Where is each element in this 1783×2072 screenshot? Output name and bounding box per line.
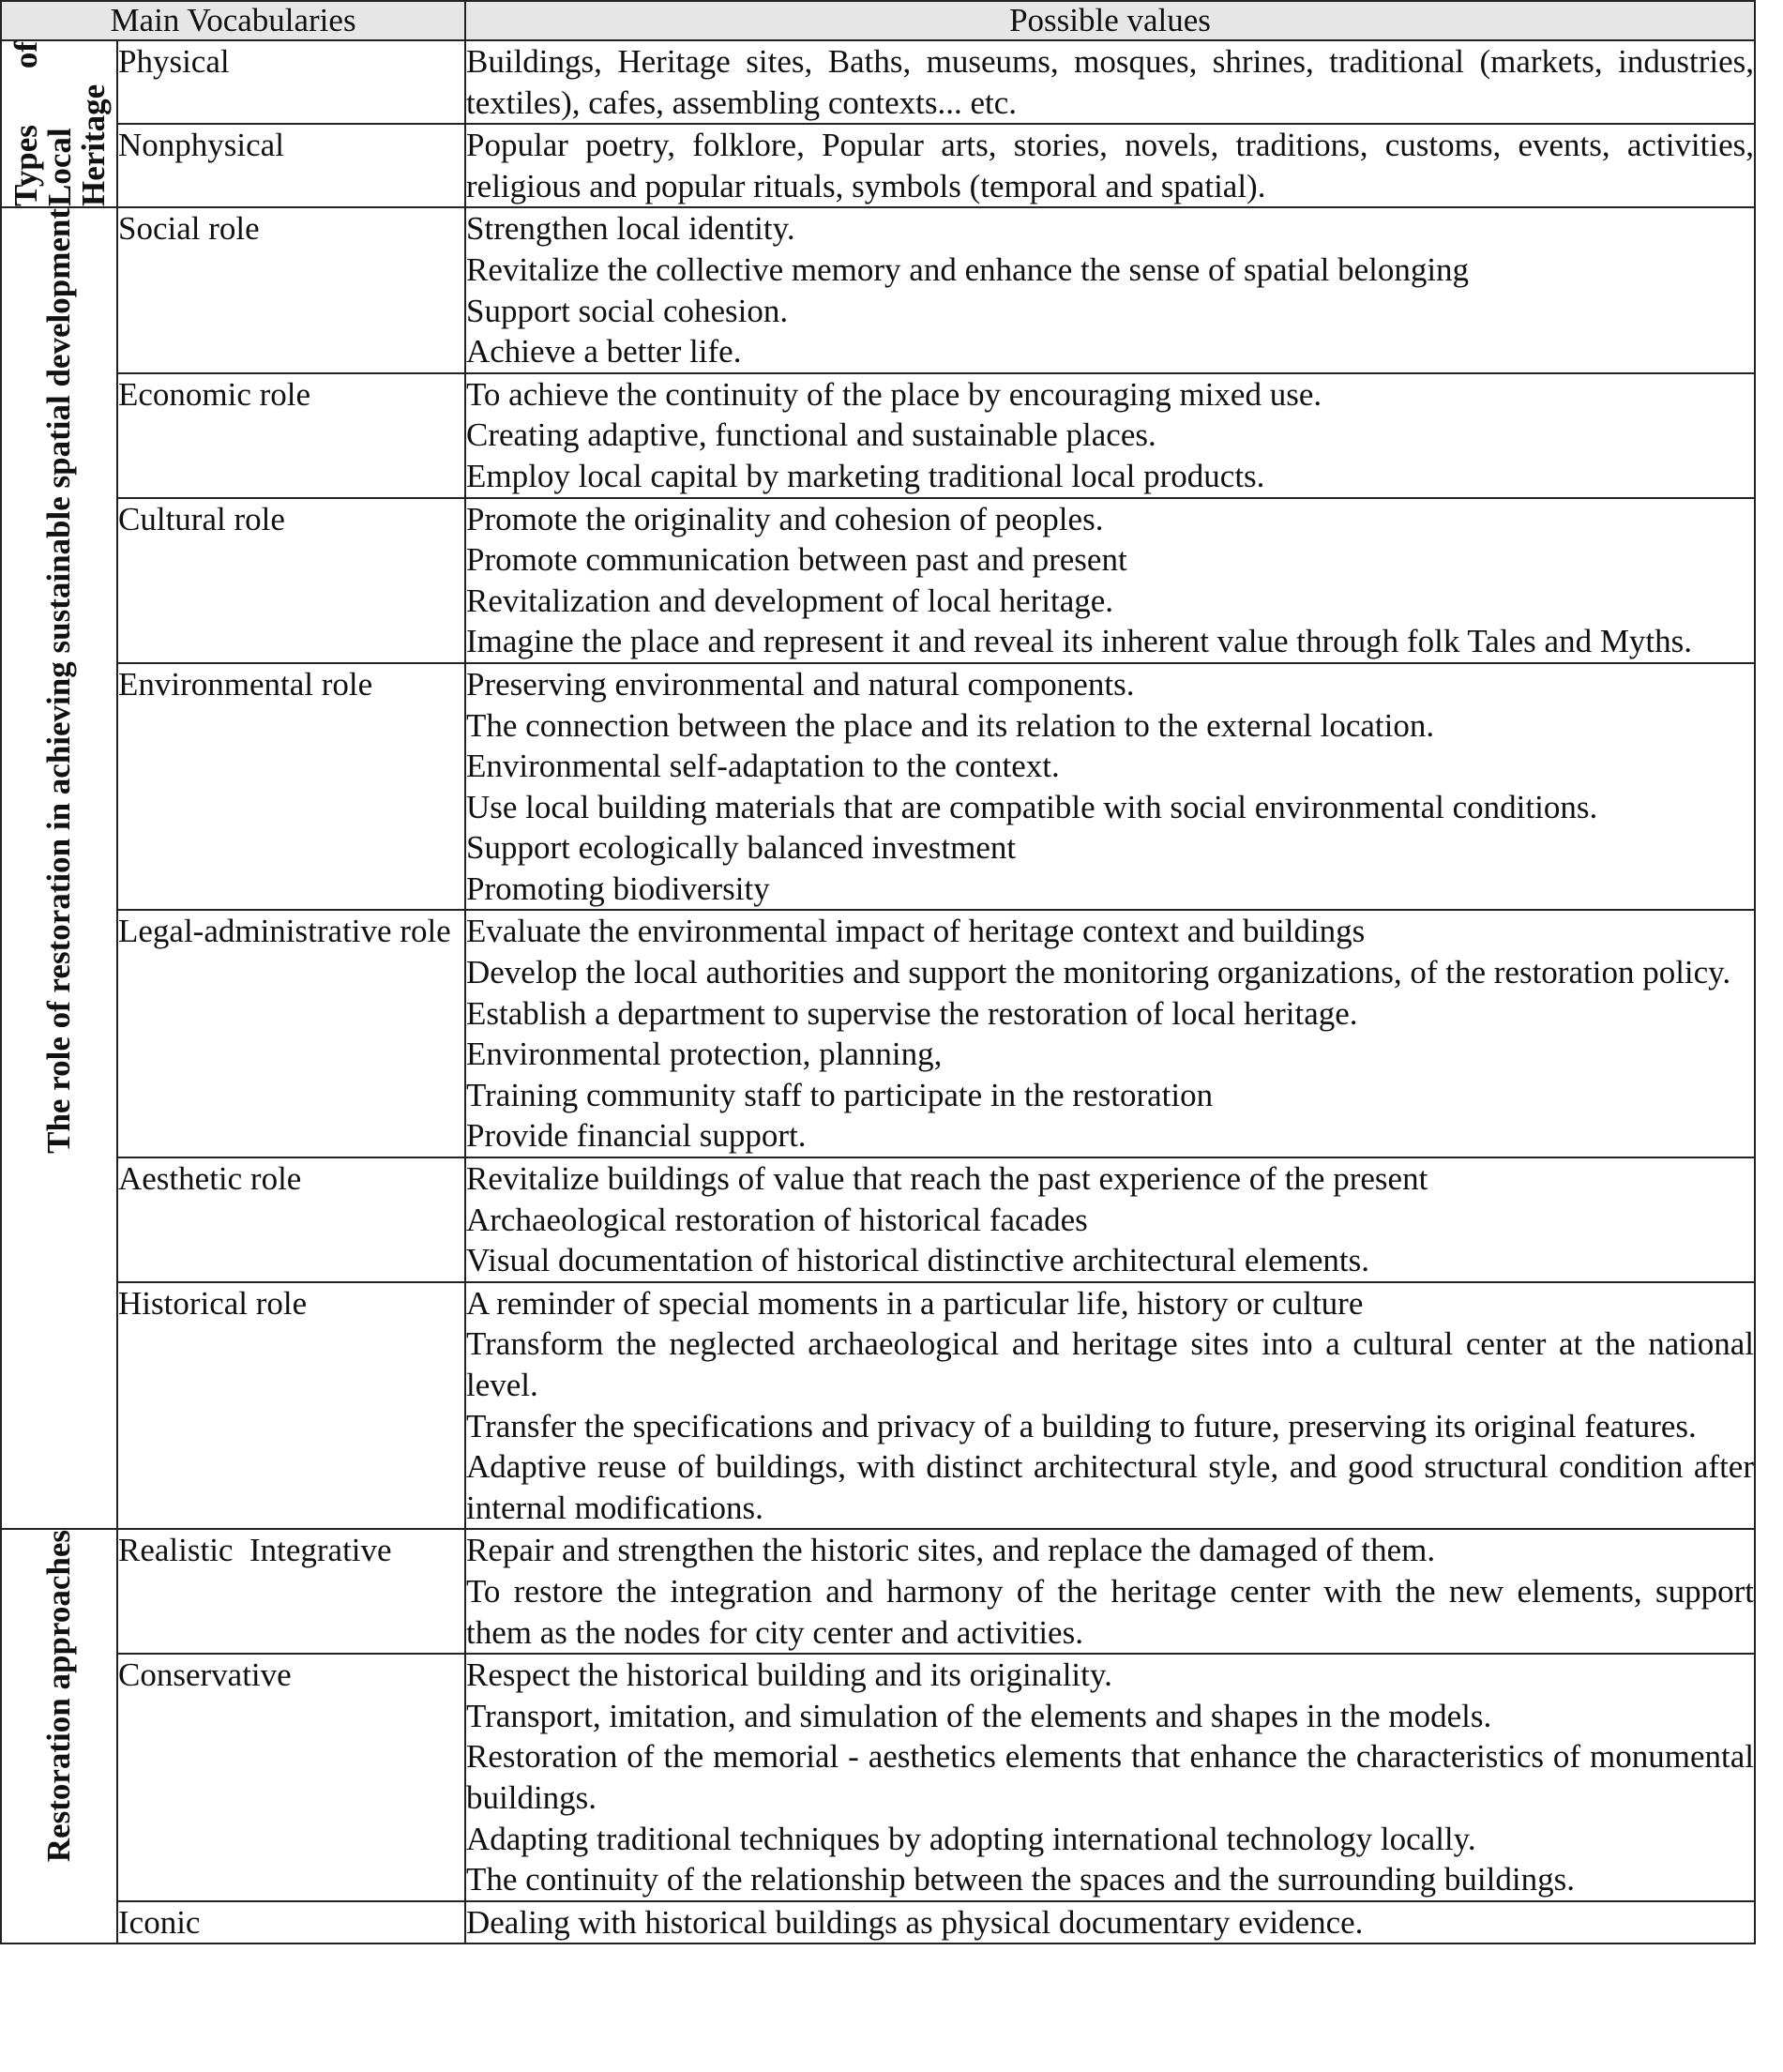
value-line: Promoting biodiversity — [466, 870, 770, 907]
header-main-vocabularies: Main Vocabularies — [1, 1, 465, 40]
value-line: Visual documentation of historical distinctive architectural elements. — [466, 1242, 1370, 1279]
table-row — [1, 1529, 1755, 1654]
table-header-row — [1, 1, 1755, 40]
value-line: Respect the historical building and its originality. — [466, 1656, 1112, 1694]
value-line: Environmental protection, planning, — [466, 1036, 943, 1073]
row-label-historical-role: Historical role — [117, 1282, 465, 1530]
row-values-historical-role — [465, 1282, 1755, 1530]
row-label-nonphysical: Nonphysical — [117, 124, 465, 207]
value-line: Environmental self-adaptation to the context. — [466, 748, 1060, 785]
value-line: A reminder of special moments in a particular life, history or culture — [466, 1284, 1364, 1322]
table-row — [1, 207, 1755, 372]
table-row — [1, 1901, 1755, 1944]
row-values-iconic — [465, 1901, 1755, 1944]
value-line: Repair and strengthen the historic sites, and replace the damaged of them. — [466, 1532, 1436, 1569]
value-line: Popular poetry, folklore, Popular arts, stories, novels, traditions, customs, events, activities, religious and popular rituals, symbols (temporal and spatial). — [466, 127, 1754, 204]
row-values-environmental-role — [465, 663, 1755, 911]
value-line: Support ecologically balanced investment — [466, 829, 1017, 867]
value-line: To restore the integration and harmony of the heritage center with the new elements, support them as the nodes for city center and activities. — [466, 1572, 1754, 1651]
group-label-restoration-approaches — [1, 1529, 117, 1943]
value-line: Use local building materials that are compatible with social environmental conditions. — [466, 788, 1598, 825]
table-row — [1, 1282, 1755, 1530]
row-values-social-role — [465, 207, 1755, 372]
group-label-role-of-restoration — [1, 207, 117, 1529]
row-label-legal-administrative-role: Legal-administrative role — [117, 910, 465, 1157]
group-label-line: Heritage — [75, 83, 112, 206]
value-line: Transfer the specifications and privacy of a building to future, preserving its original features. — [466, 1407, 1697, 1444]
value-line: Training community staff to participate in the restoration — [466, 1076, 1214, 1113]
row-values-aesthetic-role — [465, 1157, 1755, 1282]
table-row — [1, 1654, 1755, 1901]
value-line: Evaluate the environmental impact of heritage context and buildings — [466, 913, 1366, 950]
row-label-realistic-integrative: Realistic Integrative — [117, 1529, 465, 1654]
value-line: Archaeological restoration of historical facades — [466, 1201, 1088, 1238]
row-values-realistic-integrative — [465, 1529, 1755, 1654]
value-line: Promote communication between past and present — [466, 541, 1127, 579]
table-row — [1, 663, 1755, 911]
row-label-cultural-role: Cultural role — [117, 498, 465, 663]
row-label-physical: Physical — [117, 40, 465, 124]
row-values-economic-role — [465, 373, 1755, 498]
value-line: To achieve the continuity of the place by encouraging mixed use. — [466, 375, 1322, 413]
value-line: Employ local capital by marketing traditional local products. — [466, 457, 1265, 494]
value-line: Achieve a better life. — [466, 333, 742, 371]
value-line: Revitalization and development of local heritage. — [466, 582, 1114, 619]
value-line: Buildings, Heritage sites, Baths, museums, mosques, shrines, traditional (markets, industries, textiles), cafes, assembling contexts... etc. — [466, 43, 1754, 121]
row-label-environmental-role: Environmental role — [117, 663, 465, 911]
group-label-text: Restoration approaches — [40, 1530, 78, 1863]
group-label-line: Types of — [8, 41, 44, 206]
value-line: The connection between the place and its relation to the external location. — [466, 706, 1435, 744]
row-values-cultural-role — [465, 498, 1755, 663]
group-label-types-of-local-heritage — [1, 40, 117, 207]
value-line: Establish a department to supervise the restoration of local heritage. — [466, 994, 1358, 1032]
table-row — [1, 1157, 1755, 1282]
row-values-legal-administrative-role — [465, 910, 1755, 1157]
table-row — [1, 124, 1755, 207]
row-values-conservative — [465, 1654, 1755, 1901]
row-label-conservative: Conservative — [117, 1654, 465, 1901]
table-row — [1, 498, 1755, 663]
group-label-text: The role of restoration in achieving sustainable spatial development — [40, 208, 78, 1155]
header-possible-values: Possible values — [465, 1, 1755, 40]
table-row — [1, 910, 1755, 1157]
table-row — [1, 373, 1755, 498]
value-line: Imagine the place and represent it and reveal its inherent value through folk Tales and Myths. — [466, 623, 1693, 660]
table-row — [1, 40, 1755, 124]
value-line: Develop the local authorities and support the monitoring organizations, of the restoration policy. — [466, 954, 1731, 991]
group-label-line: Local — [41, 128, 78, 206]
value-line: Transport, imitation, and simulation of the elements and shapes in the models. — [466, 1697, 1492, 1734]
row-label-economic-role: Economic role — [117, 373, 465, 498]
value-line: Revitalize buildings of value that reach the past experience of the present — [466, 1160, 1428, 1198]
value-line: The continuity of the relationship between the spaces and the surrounding buildings. — [466, 1861, 1575, 1898]
group-label-text — [2, 41, 118, 206]
value-line: Promote the originality and cohesion of peoples. — [466, 500, 1104, 537]
value-line: Support social cohesion. — [466, 292, 789, 329]
value-line: Creating adaptive, functional and sustainable places. — [466, 416, 1156, 454]
row-label-iconic: Iconic — [117, 1901, 465, 1944]
value-line: Restoration of the memorial - aesthetics elements that enhance the characteristics of monumental buildings. — [466, 1738, 1754, 1816]
value-line: Dealing with historical buildings as physical documentary evidence. — [466, 1903, 1364, 1941]
value-line: Transform the neglected archaeological and heritage sites into a cultural center at the national level. — [466, 1325, 1754, 1403]
value-line: Strengthen local identity. — [466, 210, 795, 248]
value-line: Adaptive reuse of buildings, with distinct architectural style, and good structural condition after internal modifications. — [466, 1448, 1754, 1526]
value-line: Revitalize the collective memory and enhance the sense of spatial belonging — [466, 250, 1470, 288]
row-label-social-role: Social role — [117, 207, 465, 372]
row-label-aesthetic-role: Aesthetic role — [117, 1157, 465, 1282]
value-line: Adapting traditional techniques by adopting international technology locally. — [466, 1820, 1476, 1857]
row-values-physical — [465, 40, 1755, 124]
value-line: Preserving environmental and natural components. — [466, 665, 1135, 703]
value-line: Provide financial support. — [466, 1117, 807, 1155]
row-values-nonphysical — [465, 124, 1755, 207]
